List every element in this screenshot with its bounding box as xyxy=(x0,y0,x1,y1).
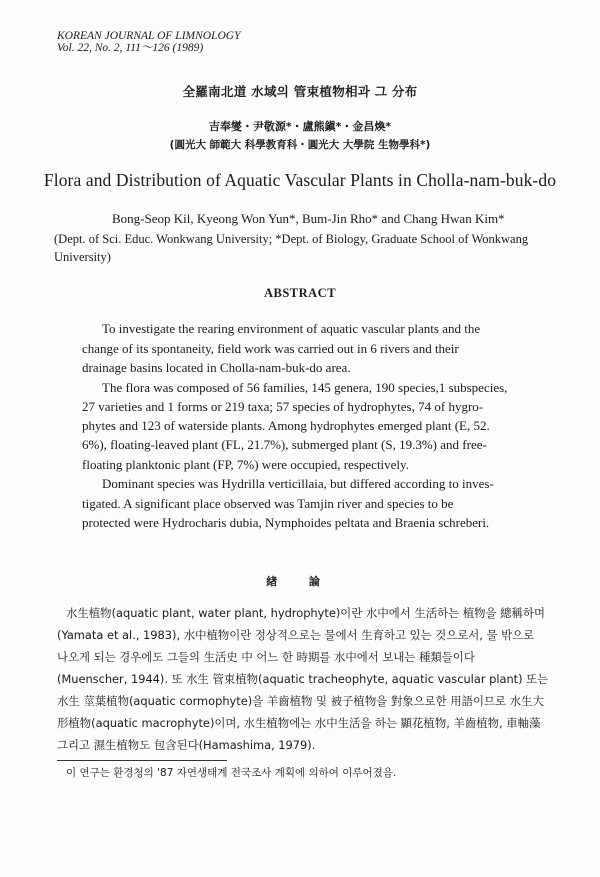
abstract-line: change of its spontaneity, field work was carried out in 6 rivers and their xyxy=(82,341,459,356)
body-line: 水生植物(aquatic plant, water plant, hydrophyte)이란 水中에서 生活하는 植物을 總稱하며 xyxy=(66,606,545,620)
abstract-heading: ABSTRACT xyxy=(263,286,337,300)
footnote: 이 연구는 환경청의 '87 자연생태계 전국조사 계획에 의하여 이루어졌음. xyxy=(66,767,397,779)
body-line: 나오게 되는 경우에도 그들의 生活史 中 어느 한 時期를 水中에서 보내는 種類들이다 xyxy=(57,650,475,664)
abstract-line: tigated. A significant place observed was Tamjin river and species to be xyxy=(82,496,454,511)
abstract-line: protected were Hydrocharis dubia, Nymphoides peltata and Braenia schreberi. xyxy=(82,515,490,530)
journal-volume: Vol. 22, No. 2, 111～126 (1989) xyxy=(57,42,204,54)
english-title: Flora and Distribution of Aquatic Vascular Plants in Cholla-nam-buk-do xyxy=(43,170,557,190)
body-line: 그리고 濕生植物도 包含된다(Hamashima, 1979). xyxy=(57,738,316,752)
abstract-line: drainage basins located in Cholla-nam-buk-do area. xyxy=(82,360,351,375)
english-authors: Bong-Seop Kil, Kyeong Won Yun*, Bum-Jin Rho* and Chang Hwan Kim* xyxy=(112,211,505,226)
korean-title: 全羅南北道 水域의 管束植物相과 그 分布 xyxy=(182,84,418,99)
english-affiliation: (Dept. of Sci. Educ. Wonkwang University; *Dept. of Biology, Graduate School of Wonkwang University) xyxy=(54,232,529,264)
abstract-line: floating planktonic plant (FP, 7%) were occupied, respectively. xyxy=(82,457,409,472)
body-line: 水生 莖葉植物(aquatic cormophyte)을 羊齒植物 및 被子植物을 對象으로한 用語이므로 水生大 xyxy=(57,694,544,708)
journal-name: KOREAN JOURNAL OF LIMNOLOGY xyxy=(57,30,241,42)
abstract-line: To investigate the rearing environment of aquatic vascular plants and the xyxy=(102,321,481,336)
abstract-line: Dominant species was Hydrilla verticillaia, but differed according to inves- xyxy=(102,476,494,491)
journal-header xyxy=(57,30,240,54)
introduction-heading: 緖 論 xyxy=(266,575,334,588)
footnote-divider xyxy=(57,760,227,761)
abstract-line: The flora was composed of 56 families, 145 genera, 190 species,1 subspecies, xyxy=(102,380,508,395)
korean-authors: 吉奉燮・尹敬源*・盧熊鎭*・金昌煥* xyxy=(208,120,392,133)
body-line: (Muenscher, 1944). 또 水生 管束植物(aquatic tracheophyte, aquatic vascular plant) 또는 xyxy=(57,672,549,686)
abstract-line: 6%), floating-leaved plant (FL, 21.7%), submerged plant (S, 19.3%) and free- xyxy=(82,437,487,452)
body-line: 形植物(aquatic macrophyte)이며, 水生植物에는 水中生活을 하는 顯花植物, 羊齒植物, 車軸藻 xyxy=(57,716,541,730)
korean-affiliation: (圓光大 師範大 科學教育科・圓光大 大學院 生物學科*) xyxy=(169,139,431,151)
abstract-line: phytes and 123 of waterside plants. Among hydrophytes emerged plant (E, 52. xyxy=(82,418,490,433)
body-line: (Yamata et al., 1983), 水中植物이란 정상적으로는 물에서 生育하고 있는 것으로서, 물 밖으로 xyxy=(57,628,535,642)
abstract-line: 27 varieties and 1 forms or 219 taxa; 57 species of hydrophytes, 74 of hygro- xyxy=(82,399,484,414)
